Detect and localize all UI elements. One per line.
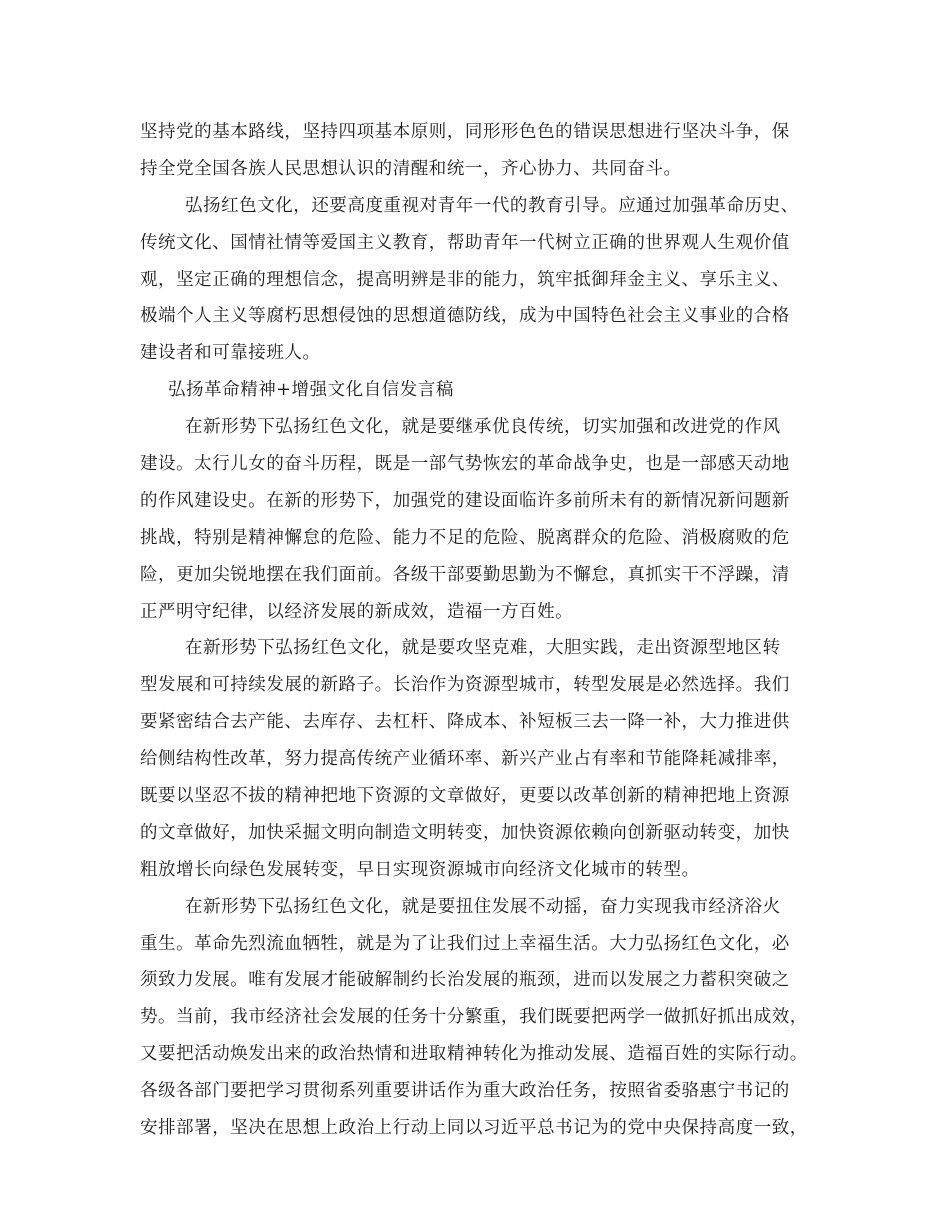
text-line: 在新形势下弘扬红色文化，就是要扭住发展不动摇，奋力实现我市经济浴火 [185,896,781,917]
text-line: 险，更加尖锐地摆在我们面前。各级干部要勤思勤为不懈怠，真抓实干不浮躁，清 [140,564,790,585]
text-line: 粗放增长向绿色发展转变，早日实现资源城市向经济文化城市的转型。 [140,859,700,880]
text-line: 重生。革命先烈流血牺牲，就是为了让我们过上幸福生活。大力弘扬红色文化，必 [140,933,790,954]
text-line: 要紧密结合去产能、去库存、去杠杆、降成本、补短板三去一降一补，大力推进供 [140,712,790,733]
text-line: 型发展和可持续发展的新路子。长治作为资源型城市，转型发展是必然选择。我们 [140,675,790,696]
text-line: 传统文化、国情社情等爱国主义教育，帮助青年一代树立正确的世界观人生观价值 [140,232,790,253]
text-line: 坚持党的基本路线，坚持四项基本原则，同形形色色的错误思想进行坚决斗争，保 [140,122,790,142]
text-line: 既要以坚忍不拔的精神把地下资源的文章做好，更要以改革创新的精神把地上资源 [140,786,790,807]
text-line: 正严明守纪律，以经济发展的新成效，造福一方百姓。 [140,601,574,622]
text-line: 须致力发展。唯有发展才能破解制约长治发展的瓶颈，进而以发展之力蓄积突破之 [140,970,790,991]
section-heading: 弘扬革命精神+增强文化自信发言稿 [168,380,454,401]
document-body [140,114,820,1147]
text-line: 的文章做好，加快采掘文明向制造文明转变，加快资源依赖向创新驱动转变，加快 [140,822,790,843]
text-line: 给侧结构性改革，努力提高传统产业循环率、新兴产业占有率和节能降耗减排率， [140,749,790,770]
text-line: 在新形势下弘扬红色文化，就是要攻坚克难，大胆实践，走出资源型地区转 [185,638,781,659]
text-line: 挑战，特别是精神懈怠的危险、能力不足的危险、脱离群众的危险、消极腐败的危 [140,527,790,548]
text-line: 的作风建设史。在新的形势下，加强党的建设面临许多前所未有的新情况新问题新 [140,490,790,511]
text-line: 观，坚定正确的理想信念，提高明辨是非的能力，筑牢抵御拜金主义、享乐主义、 [140,269,790,290]
text-line: 安排部署，坚决在思想上政治上行动上同以习近平总书记为的党中央保持高度一致， [140,1118,808,1139]
text-line: 势。当前，我市经济社会发展的任务十分繁重，我们既要把两学一做抓好抓出成效， [140,1007,808,1028]
text-line: 各级各部门要把学习贯彻系列重要讲话作为重大政治任务，按照省委骆惠宁书记的 [140,1081,790,1102]
text-line: 弘扬红色文化，还要高度重视对青年一代的教育引导。应通过加强革命历史、 [185,195,799,216]
text-line: 又要把活动焕发出来的政治热情和进取精神转化为推动发展、造福百姓的实际行动。 [140,1044,808,1065]
text-line: 建设者和可靠接班人。 [140,343,321,364]
text-line: 建设。太行儿女的奋斗历程，既是一部气势恢宏的革命战争史，也是一部感天动地 [140,454,790,475]
text-line: 在新形势下弘扬红色文化，就是要继承优良传统，切实加强和改进党的作风 [185,417,781,438]
text-line: 持全党全国各族人民思想认识的清醒和统一，齐心协力、共同奋斗。 [140,158,682,179]
text-line: 极端个人主义等腐朽思想侵蚀的思想道德防线，成为中国特色社会主义事业的合格 [140,306,790,327]
